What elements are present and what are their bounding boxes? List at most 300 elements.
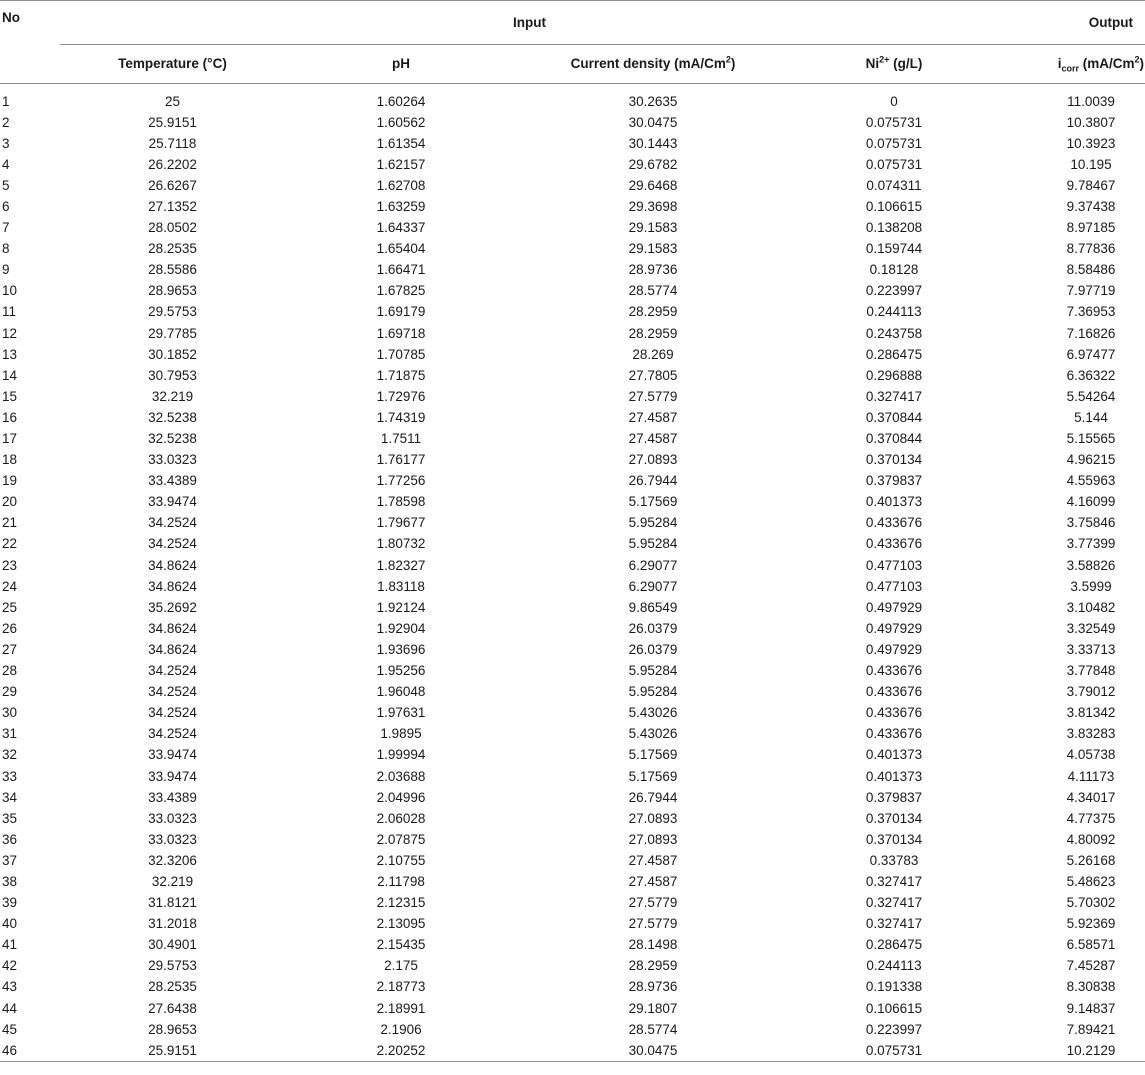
cell-ni: 0.286475 [865,937,923,953]
header-ni-end: (g/L) [889,56,923,71]
cell-no: 28 [2,663,18,679]
cell-icorr: 8.58486 [1066,262,1116,278]
cell-no: 34 [2,789,18,805]
cell-ph: 1.70785 [376,346,426,362]
cell-ni: 0.370844 [865,431,923,446]
cell-icorr: 7.36953 [1066,304,1116,320]
cell-icorr: 6.36322 [1066,367,1116,383]
cell-ni: 0.075731 [865,156,923,172]
cell-current-density: 27.4587 [628,409,678,425]
cell-ni: 0.401373 [865,494,923,510]
table-row [0,766,1145,787]
cell-ni: 0.370844 [865,409,923,425]
header-ni-text: Ni [865,56,880,71]
cell-ph: 1.69718 [376,325,426,341]
cell-icorr: 3.77848 [1066,663,1116,679]
table-row [0,555,1145,576]
cell-no: 19 [2,473,18,489]
cell-ni: 0.370134 [865,831,923,847]
cell-current-density: 28.2959 [628,325,678,341]
cell-no: 3 [2,135,10,151]
table-row [0,512,1145,533]
cell-temperature: 26.2202 [148,156,197,172]
cell-icorr: 3.81342 [1066,705,1116,721]
cell-ph: 2.10755 [376,852,426,868]
cell-ni: 0.191338 [865,979,923,995]
header-temperature: Temperature (°C) [118,56,227,71]
cell-temperature: 28.9653 [148,283,197,299]
cell-icorr: 6.58571 [1066,937,1116,953]
cell-ni: 0.33783 [869,852,919,868]
cell-no: 32 [2,747,18,763]
table-row [0,407,1145,428]
header-current-density-text: Current density (mA/Cm [570,56,726,71]
cell-icorr: 3.58826 [1066,557,1116,573]
table-row [0,386,1145,407]
cell-ph: 2.18773 [376,979,426,995]
cell-icorr: 4.05738 [1066,747,1116,763]
table-row [0,660,1145,681]
body-top-spacer [0,83,1145,91]
cell-current-density: 6.29077 [628,557,678,573]
header-icorr-mid: (mA/Cm [1078,56,1135,71]
table-row [0,681,1145,702]
cell-no: 11 [2,304,17,320]
cell-no: 5 [2,177,10,193]
header-no: No [2,10,20,25]
table-row [0,196,1145,217]
cell-ni: 0.433676 [865,536,923,552]
cell-temperature: 33.0323 [148,810,197,826]
cell-current-density: 28.9736 [628,262,678,278]
cell-ni: 0.477103 [865,557,923,573]
header-input-group: Input [60,1,999,45]
table-row [0,976,1145,997]
cell-ph: 1.92124 [376,599,426,615]
cell-no: 15 [2,388,18,404]
table-body [0,83,1145,1061]
cell-current-density: 26.7944 [628,473,678,489]
cell-temperature: 34.2524 [148,726,197,742]
cell-current-density: 6.29077 [628,578,678,594]
cell-no: 26 [2,620,18,636]
table-row [0,892,1145,913]
cell-ni: 0 [890,93,898,109]
cell-ni: 0.497929 [865,641,923,657]
cell-ni: 0.243758 [865,325,923,341]
cell-ni: 0.379837 [865,473,923,489]
cell-current-density: 28.1498 [628,937,678,953]
cell-temperature: 34.2524 [148,684,197,700]
cell-temperature: 29.5753 [148,304,197,320]
cell-temperature: 33.9474 [148,494,197,510]
cell-no: 2 [2,114,10,130]
cell-no: 41 [2,937,18,953]
cell-ph: 1.64337 [376,220,426,236]
cell-ph: 1.61354 [376,135,426,151]
cell-ni: 0.327417 [865,873,923,889]
cell-ni: 0.223997 [865,283,923,299]
cell-ni: 0.106615 [865,198,923,214]
cell-icorr: 6.97477 [1066,346,1116,362]
cell-ni: 0.370134 [865,452,923,468]
table-row [0,238,1145,259]
cell-current-density: 29.6468 [628,177,678,193]
header-output-group: Output [999,1,1145,45]
table-row [0,344,1145,365]
cell-ni: 0.286475 [865,346,923,362]
table-row [0,428,1145,449]
cell-current-density: 27.7805 [628,367,678,383]
cell-current-density: 29.6782 [628,156,678,172]
table-row [0,787,1145,808]
cell-ni: 0.433676 [865,726,923,742]
cell-icorr: 3.33713 [1066,641,1116,657]
cell-icorr: 9.78467 [1066,177,1116,193]
cell-ni: 0.138208 [865,220,923,236]
cell-ph: 2.15435 [376,937,426,953]
cell-no: 42 [2,958,18,974]
cell-no: 13 [2,346,18,362]
cell-icorr: 10.195 [1070,156,1112,172]
cell-temperature: 32.219 [151,388,194,404]
cell-icorr: 3.32549 [1066,620,1116,636]
cell-current-density: 28.9736 [628,979,678,995]
cell-temperature: 32.5238 [148,431,197,446]
cell-current-density: 27.0893 [628,452,678,468]
cell-current-density: 5.43026 [628,726,678,742]
cell-current-density: 27.0893 [628,810,678,826]
cell-ni: 0.296888 [865,367,923,383]
cell-current-density: 5.17569 [628,494,678,510]
table-row [0,133,1145,154]
cell-temperature: 34.8624 [148,557,197,573]
table-row [0,913,1145,934]
cell-temperature: 27.6438 [148,1000,197,1016]
cell-no: 31 [2,726,18,742]
cell-temperature: 29.5753 [148,958,197,974]
cell-ni: 0.223997 [865,1021,923,1037]
cell-ph: 2.18991 [376,1000,426,1016]
table-row [0,871,1145,892]
cell-no: 22 [2,536,18,552]
cell-ph: 1.79677 [376,515,426,531]
table-row [0,175,1145,196]
cell-ph: 1.82327 [376,557,426,573]
cell-current-density: 28.5774 [628,283,678,299]
cell-ni: 0.433676 [865,663,923,679]
cell-no: 23 [2,557,18,573]
header-ph: pH [392,56,410,71]
cell-temperature: 30.4901 [148,937,197,953]
cell-ph: 2.13095 [376,916,426,932]
cell-no: 8 [2,241,10,257]
cell-ph: 1.80732 [376,536,426,552]
cell-temperature: 33.0323 [148,452,197,468]
cell-current-density: 28.2959 [628,304,678,320]
cell-ph: 1.63259 [376,198,426,214]
cell-ph: 1.96048 [376,684,426,700]
cell-icorr: 4.77375 [1066,810,1116,826]
cell-current-density: 29.1583 [628,241,678,257]
header-ni-sup: 2+ [879,54,890,65]
cell-icorr: 8.30838 [1066,979,1116,995]
cell-ph: 1.67825 [376,283,426,299]
cell-temperature: 25.9151 [148,114,197,130]
cell-ph: 1.97631 [376,705,426,721]
cell-ni: 0.18128 [869,262,919,278]
cell-no: 46 [2,1042,18,1058]
cell-current-density: 9.86549 [628,599,678,615]
table-row [0,934,1145,955]
cell-no: 38 [2,873,18,889]
cell-temperature: 28.2535 [148,979,197,995]
cell-icorr: 5.70302 [1066,895,1116,911]
cell-temperature: 31.8121 [148,895,197,911]
cell-ph: 1.66471 [376,262,426,278]
table-row [0,597,1145,618]
cell-no: 33 [2,768,18,784]
cell-ph: 1.65404 [376,241,426,257]
cell-temperature: 34.8624 [148,620,197,636]
cell-ph: 1.74319 [376,409,426,425]
cell-temperature: 33.9474 [148,747,197,763]
cell-no: 40 [2,916,18,932]
cell-ph: 1.9895 [380,726,422,742]
table-row [0,365,1145,386]
cell-ni: 0.075731 [865,114,923,130]
cell-current-density: 27.5779 [628,916,678,932]
table-row [0,744,1145,765]
cell-ph: 1.78598 [376,494,426,510]
cell-temperature: 25.9151 [148,1042,197,1058]
cell-current-density: 26.0379 [628,641,678,657]
cell-ni: 0.370134 [865,810,923,826]
cell-ph: 2.20252 [376,1042,426,1058]
cell-temperature: 26.6267 [148,177,197,193]
cell-no: 18 [2,452,18,468]
cell-temperature: 34.2524 [148,705,197,721]
cell-ni: 0.327417 [865,388,923,404]
table-row [0,955,1145,976]
cell-ph: 2.04996 [376,789,426,805]
cell-temperature: 34.8624 [148,578,197,594]
cell-current-density: 27.4587 [628,873,678,889]
cell-temperature: 34.2524 [148,536,197,552]
cell-icorr: 9.37438 [1066,198,1116,214]
cell-current-density: 5.95284 [628,536,678,552]
table-row [0,449,1145,470]
cell-no: 7 [2,220,10,236]
cell-no: 35 [2,810,18,826]
cell-temperature: 28.5586 [148,262,197,278]
cell-ph: 1.7511 [380,431,422,446]
table-row [0,301,1145,322]
cell-ph: 1.62708 [376,177,426,193]
cell-ph: 2.12315 [376,895,426,911]
cell-ni: 0.074311 [866,177,922,193]
cell-current-density: 5.17569 [628,768,678,784]
cell-no: 17 [2,431,18,446]
cell-no: 39 [2,895,18,911]
cell-icorr: 4.96215 [1066,452,1116,468]
cell-ni: 0.075731 [865,1042,923,1058]
cell-ni: 0.401373 [865,768,923,784]
cell-current-density: 29.3698 [628,198,678,214]
cell-icorr: 4.34017 [1066,789,1116,805]
cell-icorr: 10.2129 [1066,1042,1116,1058]
cell-icorr: 5.54264 [1066,388,1116,404]
cell-temperature: 28.9653 [148,1021,197,1037]
cell-temperature: 34.8624 [148,641,197,657]
cell-ph: 1.93696 [376,641,426,657]
cell-current-density: 27.4587 [628,852,678,868]
cell-icorr: 7.45287 [1066,958,1116,974]
cell-ph: 2.1906 [380,1021,422,1037]
header-icorr-sup: 2 [1134,54,1140,65]
cell-icorr: 7.97719 [1066,283,1116,299]
cell-temperature: 33.9474 [148,768,197,784]
cell-icorr: 9.14837 [1066,1000,1116,1016]
cell-icorr: 7.16826 [1066,325,1116,341]
cell-ph: 2.11798 [377,873,425,889]
cell-icorr: 5.15565 [1066,431,1116,446]
cell-icorr: 8.97185 [1066,220,1116,236]
cell-current-density: 30.1443 [628,135,678,151]
cell-icorr: 8.77836 [1066,241,1116,257]
cell-icorr: 4.55963 [1066,473,1116,489]
header-no-spacer [0,44,60,83]
cell-no: 20 [2,494,18,510]
cell-current-density: 27.5779 [628,895,678,911]
cell-temperature: 35.2692 [148,599,197,615]
table-row [0,702,1145,723]
cell-no: 44 [2,1000,18,1016]
header-icorr [999,44,1145,83]
cell-temperature: 29.7785 [148,325,197,341]
header-current-density-sup: 2 [725,54,731,65]
table-row [0,1019,1145,1040]
cell-no: 6 [2,198,10,214]
cell-temperature: 28.0502 [148,220,197,236]
cell-current-density: 26.0379 [628,620,678,636]
header-icorr-end: ) [1139,56,1144,71]
cell-no: 9 [2,262,10,278]
cell-ni: 0.379837 [865,789,923,805]
cell-ni: 0.106615 [865,1000,923,1016]
cell-temperature: 25 [164,93,181,109]
table-row [0,829,1145,850]
cell-icorr: 4.16099 [1066,494,1116,510]
table-row [0,808,1145,829]
header-current-density [517,44,789,83]
cell-ni: 0.401373 [865,747,923,763]
cell-icorr: 7.89421 [1066,1021,1116,1037]
cell-no: 10 [2,283,18,299]
cell-icorr: 3.75846 [1066,515,1116,531]
cell-no: 24 [2,578,18,594]
cell-current-density: 29.1807 [628,1000,678,1016]
cell-ph: 1.92904 [376,620,426,636]
cell-temperature: 32.3206 [148,852,197,868]
table-row [0,723,1145,744]
table-row [0,259,1145,280]
cell-ni: 0.244113 [866,304,922,320]
table-row [0,470,1145,491]
cell-ni: 0.244113 [866,958,922,974]
cell-icorr: 3.79012 [1066,684,1116,700]
cell-ni: 0.159744 [865,241,923,257]
table-row [0,91,1145,112]
cell-current-density: 27.5779 [628,388,678,404]
cell-ni: 0.433676 [865,684,923,700]
header-icorr-text: i [1057,56,1062,71]
cell-icorr: 5.144 [1074,409,1108,425]
cell-icorr: 5.48623 [1066,873,1116,889]
cell-no: 45 [2,1021,18,1037]
cell-ph: 1.76177 [376,452,426,468]
cell-ni: 0.433676 [865,515,923,531]
cell-ni: 0.497929 [865,599,923,615]
cell-ph: 1.62157 [376,156,426,172]
cell-current-density: 5.95284 [628,515,678,531]
cell-icorr: 5.26168 [1066,852,1116,868]
cell-no: 43 [2,979,18,995]
cell-no: 36 [2,831,18,847]
cell-current-density: 27.0893 [628,831,678,847]
cell-current-density: 27.4587 [628,431,678,446]
cell-current-density: 5.43026 [628,705,678,721]
cell-no: 37 [2,852,18,868]
table-row [0,576,1145,597]
cell-temperature: 33.4389 [148,789,197,805]
cell-current-density: 28.269 [632,346,674,362]
table-row [0,154,1145,175]
cell-ph: 1.60562 [376,114,426,130]
cell-no: 25 [2,599,18,615]
cell-icorr: 3.77399 [1066,536,1116,552]
cell-temperature: 33.0323 [148,831,197,847]
cell-ph: 1.77256 [376,473,426,489]
cell-icorr: 4.11173 [1067,768,1115,784]
cell-ni: 0.327417 [865,895,923,911]
cell-ph: 1.71875 [376,367,426,383]
cell-ph: 2.03688 [376,768,426,784]
cell-temperature: 32.219 [151,873,194,889]
cell-ph: 1.69179 [376,304,426,320]
cell-ni: 0.327417 [865,916,923,932]
table-row [0,533,1145,554]
cell-ni: 0.477103 [865,578,923,594]
cell-no: 12 [2,325,18,341]
table-row [0,112,1145,133]
cell-icorr: 3.83283 [1066,726,1116,742]
cell-temperature: 30.1852 [148,346,197,362]
cell-icorr: 11.0039 [1067,93,1115,109]
cell-current-density: 30.2635 [628,93,678,109]
cell-icorr: 10.3807 [1066,114,1116,130]
cell-no: 16 [2,409,18,425]
cell-ph: 1.72976 [376,388,426,404]
cell-ph: 1.99994 [376,747,426,763]
cell-ni: 0.497929 [865,620,923,636]
cell-ph: 1.83118 [377,578,425,594]
cell-ph: 1.95256 [376,663,426,679]
cell-temperature: 27.1352 [148,198,197,214]
table-row [0,1040,1145,1062]
table-row [0,850,1145,871]
cell-current-density: 26.7944 [628,789,678,805]
